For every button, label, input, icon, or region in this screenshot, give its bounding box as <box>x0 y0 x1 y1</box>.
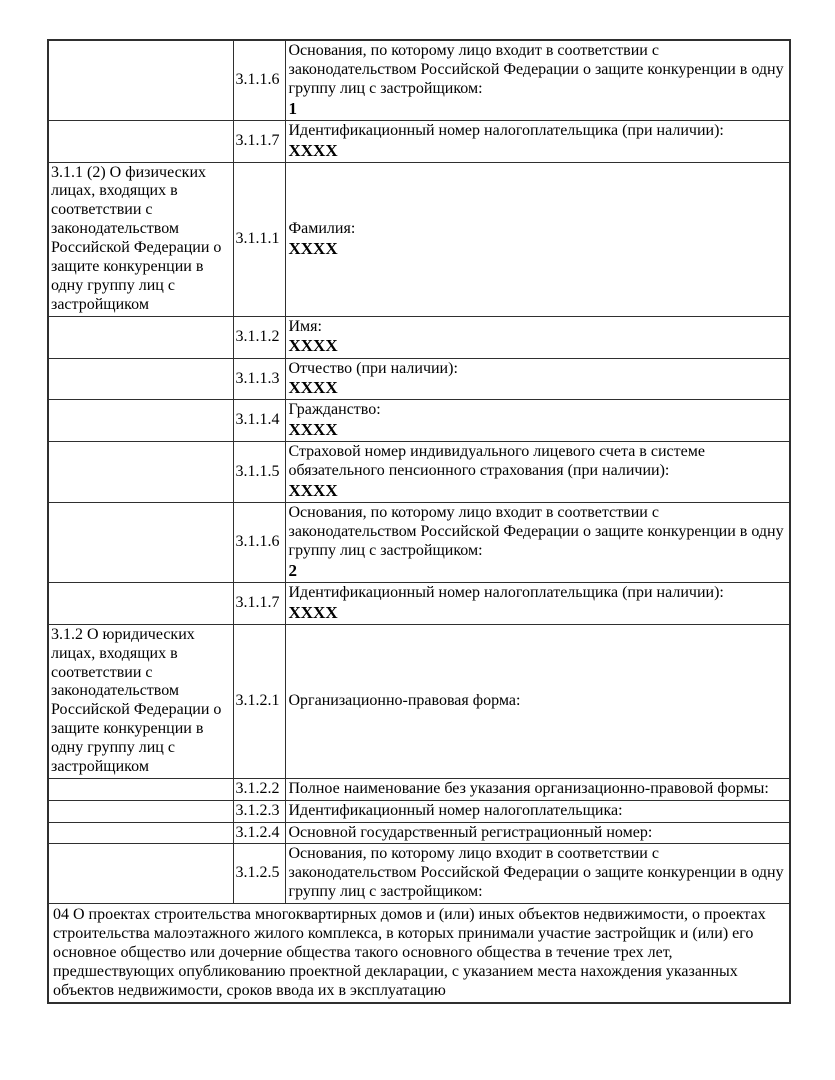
table-row <box>48 503 790 583</box>
table-row <box>48 162 790 316</box>
code-cell: 3.1.1.1 <box>233 162 285 316</box>
field-label: Имя: <box>288 317 322 335</box>
code-cell: 3.1.1.4 <box>233 400 285 442</box>
field-cell <box>285 120 790 162</box>
table-body <box>48 40 790 1003</box>
table-row <box>48 120 790 162</box>
field-value: XXXX <box>288 140 338 160</box>
field-cell <box>285 624 790 778</box>
section-cell <box>48 358 233 400</box>
field-label: Гражданство: <box>288 401 381 419</box>
field-cell <box>285 162 790 316</box>
section-cell <box>48 40 233 120</box>
field-label: Основания, по которому лицо входит в соответствии с законодательством Российской Федерации о защите конкуренции в одну группу лиц с застройщиком: <box>288 845 784 901</box>
field-label: Основания, по которому лицо входит в соответствии с законодательством Российской Федерации о защите конкуренции в одну группу лиц с застройщиком: <box>288 42 784 97</box>
section-cell <box>48 778 233 800</box>
field-value: XXXX <box>288 336 338 356</box>
field-value: XXXX <box>288 238 338 258</box>
field-cell <box>285 358 790 400</box>
table-row <box>48 442 790 503</box>
section-cell <box>48 120 233 162</box>
field-label: Страховой номер индивидуального лицевого счета в системе обязательного пенсионного страхования (при наличии): <box>288 443 705 480</box>
code-cell: 3.1.1.7 <box>233 582 285 624</box>
field-label: Отчество (при наличии): <box>288 359 458 377</box>
field-cell <box>285 40 790 120</box>
code-cell: 3.1.1.6 <box>233 40 285 120</box>
field-cell <box>285 800 790 822</box>
table-row <box>48 778 790 800</box>
footer-cell: 04 О проектах строительства многоквартирных домов и (или) иных объектов недвижимости, о проектах строительства малоэтажного жилого комплекса, в которых принимали участие застройщик и (или) его основное общество или дочерние общества такого основного общества в течение трех лет, предшествующих опубликованию проектной декларации, с указанием места нахождения указанных объектов недвижимости, сроков ввода их в эксплуатацию <box>48 904 790 1004</box>
field-label: Основной государственный регистрационный номер: <box>288 823 653 841</box>
section-cell: 3.1.1 (2) О физических лицах, входящих в соответствии с законодательством Российской Федерации о защите конкуренции в одну группу лиц с застройщиком <box>48 162 233 316</box>
field-value: XXXX <box>288 420 338 440</box>
field-label: Фамилия: <box>288 219 356 237</box>
field-cell <box>285 400 790 442</box>
field-label: Основания, по которому лицо входит в соответствии с законодательством Российской Федерации о защите конкуренции в одну группу лиц с застройщиком: <box>288 504 784 559</box>
code-cell: 3.1.2.3 <box>233 800 285 822</box>
section-cell <box>48 822 233 844</box>
section-cell <box>48 844 233 904</box>
field-cell <box>285 442 790 503</box>
field-cell <box>285 778 790 800</box>
table-row <box>48 358 790 400</box>
table-row <box>48 844 790 904</box>
field-cell <box>285 844 790 904</box>
table-row <box>48 316 790 358</box>
section-cell <box>48 316 233 358</box>
code-cell: 3.1.1.7 <box>233 120 285 162</box>
declaration-table <box>47 39 791 1004</box>
field-cell <box>285 503 790 583</box>
code-cell: 3.1.2.2 <box>233 778 285 800</box>
table-row <box>48 40 790 120</box>
code-cell: 3.1.1.3 <box>233 358 285 400</box>
field-label: Полное наименование без указания организационно-правовой формы: <box>288 779 769 797</box>
field-cell <box>285 316 790 358</box>
code-cell: 3.1.1.5 <box>233 442 285 503</box>
code-cell: 3.1.2.4 <box>233 822 285 844</box>
code-cell: 3.1.1.2 <box>233 316 285 358</box>
field-label: Организационно-правовая форма: <box>288 691 521 709</box>
table-row <box>48 800 790 822</box>
field-label: Идентификационный номер налогоплательщика (при наличии): <box>288 583 724 601</box>
code-cell: 3.1.2.5 <box>233 844 285 904</box>
code-cell: 3.1.1.6 <box>233 503 285 583</box>
field-label: Идентификационный номер налогоплательщика: <box>288 801 623 819</box>
footer-row <box>48 904 790 1004</box>
table-row <box>48 822 790 844</box>
field-cell <box>285 582 790 624</box>
field-value: XXXX <box>288 602 338 622</box>
field-value: XXXX <box>288 481 338 501</box>
table-row <box>48 624 790 778</box>
field-value: XXXX <box>288 378 338 398</box>
code-cell: 3.1.2.1 <box>233 624 285 778</box>
field-label: Идентификационный номер налогоплательщика (при наличии): <box>288 121 724 139</box>
field-cell <box>285 822 790 844</box>
section-cell <box>48 442 233 503</box>
field-value: 1 <box>288 98 297 118</box>
section-cell <box>48 503 233 583</box>
section-cell <box>48 400 233 442</box>
section-cell: 3.1.2 О юридических лицах, входящих в соответствии с законодательством Российской Федерации о защите конкуренции в одну группу лиц с застройщиком <box>48 624 233 778</box>
section-cell <box>48 800 233 822</box>
table-row <box>48 582 790 624</box>
section-cell <box>48 582 233 624</box>
table-row <box>48 400 790 442</box>
field-value: 2 <box>288 560 297 580</box>
